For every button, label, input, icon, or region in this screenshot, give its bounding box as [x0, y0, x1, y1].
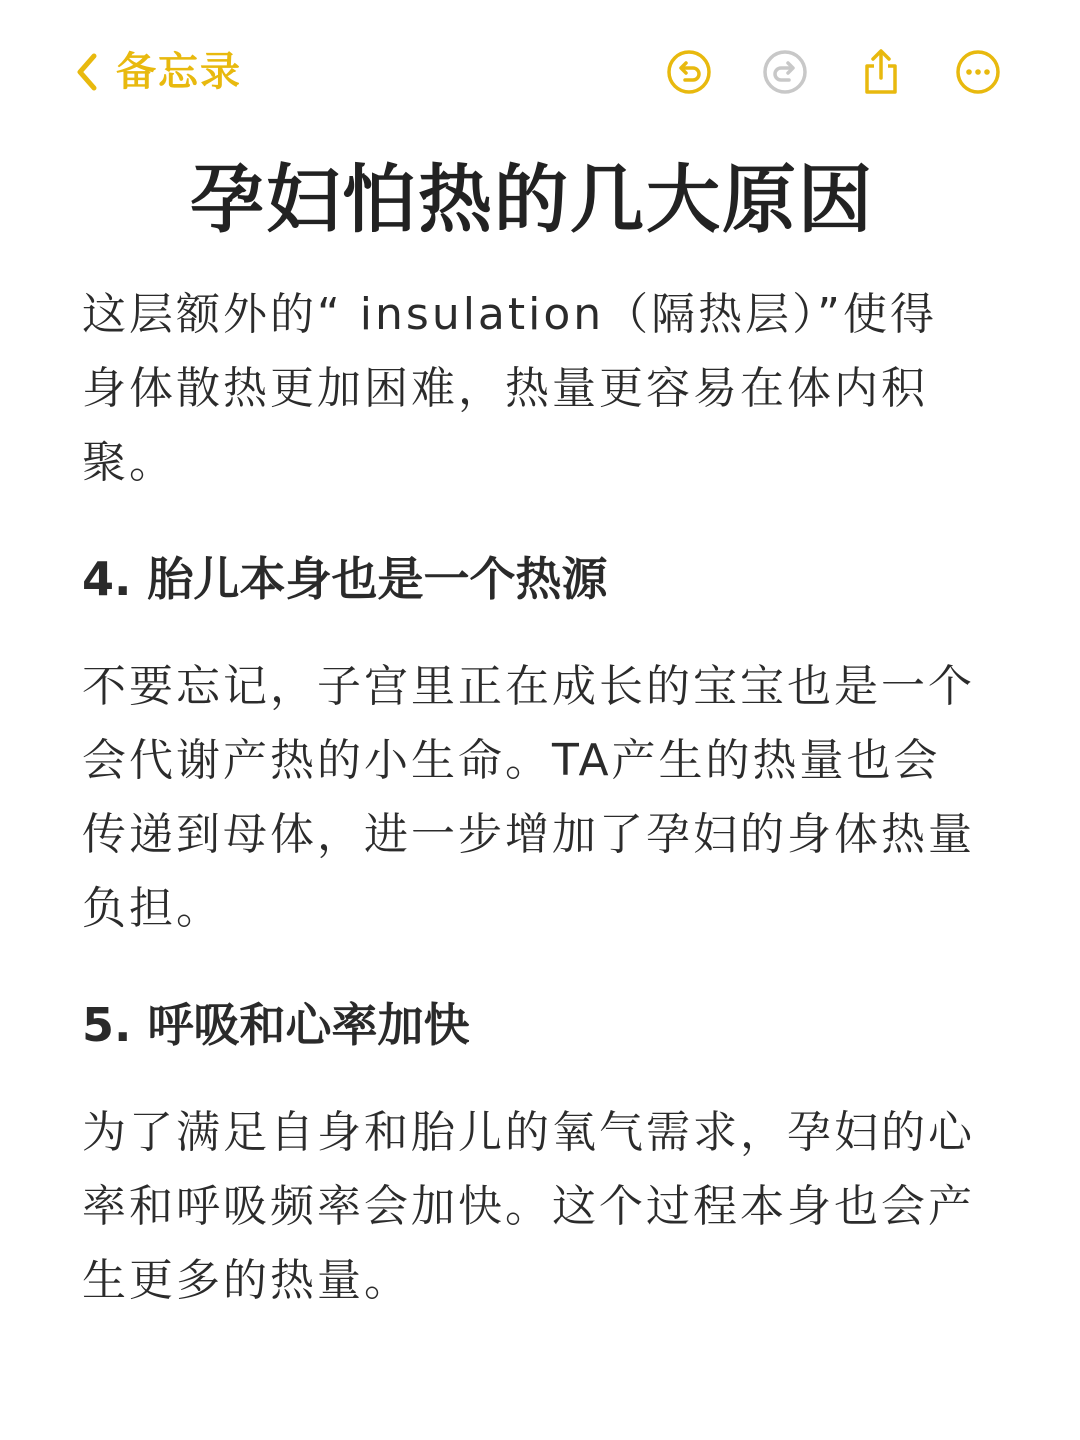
undo-button[interactable]: [661, 44, 717, 100]
section-paragraph: 不要忘记，子宫里正在成长的宝宝也是一个会代谢产热的小生命。TA产生的热量也会传递到母体，进一步增加了孕妇的身体热量负担。: [82, 661, 975, 934]
share-icon: [857, 48, 905, 96]
chevron-left-icon: [72, 50, 102, 94]
more-icon: [954, 48, 1002, 96]
redo-button[interactable]: [757, 44, 813, 100]
note-title: 孕妇怕热的几大原因: [190, 157, 874, 243]
section-paragraph: 为了满足自身和胎儿的氧气需求，孕妇的心率和呼吸频率会加快。这个过程本身也会产生更多的热量。: [82, 1107, 975, 1306]
note-body[interactable]: [82, 150, 982, 1318]
more-button[interactable]: [950, 44, 1006, 100]
back-label: 备忘录: [116, 49, 242, 95]
share-button[interactable]: [853, 44, 909, 100]
navigation-bar: [0, 0, 1080, 140]
back-button[interactable]: [72, 44, 242, 100]
undo-icon: [665, 48, 713, 96]
section-heading: 4. 胎儿本身也是一个热源: [82, 552, 608, 606]
redo-icon: [761, 48, 809, 96]
intro-paragraph: 这层额外的“ insulation（隔热层）”使得身体散热更加困难，热量更容易在体内积聚。: [82, 289, 937, 488]
section-heading: 5. 呼吸和心率加快: [82, 998, 470, 1052]
